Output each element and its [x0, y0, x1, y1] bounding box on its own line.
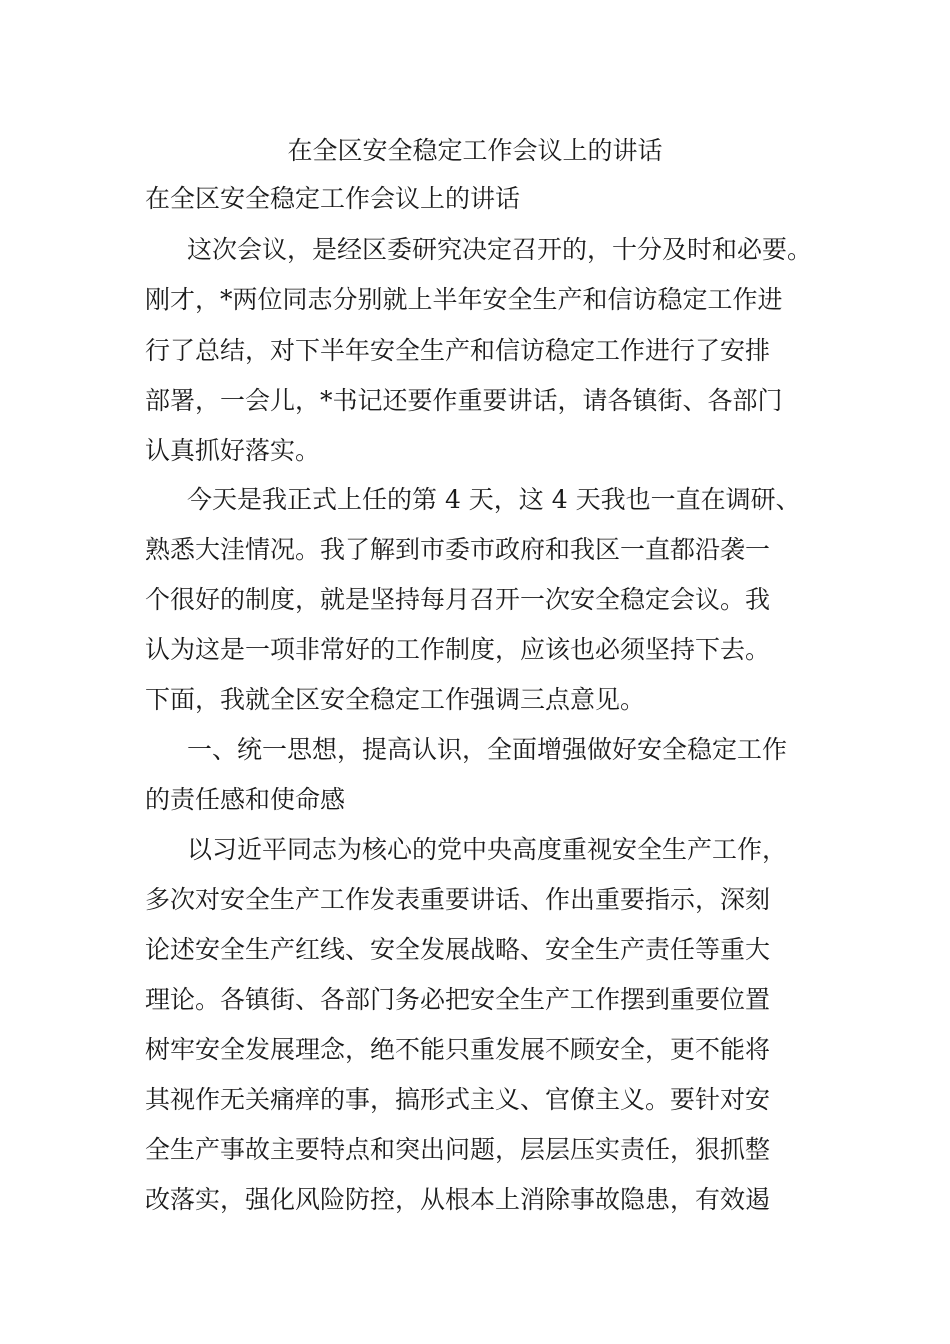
- section-heading: 一、统一思想，提高认识，全面增强做好安全稳定工作: [187, 735, 788, 764]
- text-line: 以习近平同志为核心的党中央高度重视安全生产工作，: [187, 835, 788, 864]
- text-line: 下面，我就全区安全稳定工作强调三点意见。: [145, 685, 646, 714]
- text-line: 树牢安全发展理念，绝不能只重发展不顾安全，更不能将: [145, 1035, 771, 1064]
- text-line: 改落实，强化风险防控，从根本上消除事故隐患，有效遏: [145, 1185, 771, 1214]
- text-line: 其视作无关痛痒的事，搞形式主义、官僚主义。要针对安: [145, 1085, 771, 1114]
- text-line: 论述安全生产红线、安全发展战略、安全生产责任等重大: [145, 935, 771, 964]
- document-subtitle: 在全区安全稳定工作会议上的讲话: [145, 184, 521, 213]
- text-line: 理论。各镇街、各部门务必把安全生产工作摆到重要位置: [145, 985, 771, 1014]
- text-line: 全生产事故主要特点和突出问题，层层压实责任，狠抓整: [145, 1135, 771, 1164]
- text-line: 认为这是一项非常好的工作制度，应该也必须坚持下去。: [145, 635, 771, 664]
- text-line: 认真抓好落实。: [145, 436, 321, 465]
- text-line: 行了总结，对下半年安全生产和信访稳定工作进行了安排: [145, 336, 771, 365]
- text-line: 多次对安全生产工作发表重要讲话、作出重要指示，深刻: [145, 885, 771, 914]
- text-line: 部署，一会儿，*书记还要作重要讲话，请各镇街、各部门: [145, 386, 783, 415]
- text-line: 这次会议，是经区委研究决定召开的，十分及时和必要。: [187, 235, 813, 264]
- section-heading: 的责任感和使命感: [145, 785, 346, 814]
- text-line: 刚才，*两位同志分别就上半年安全生产和信访稳定工作进: [145, 285, 783, 314]
- text-line: 今天是我正式上任的第 4 天，这 4 天我也一直在调研、: [187, 485, 801, 514]
- text-line: 个很好的制度，就是坚持每月召开一次安全稳定会议。我: [145, 585, 771, 614]
- text-line: 熟悉大洼情况。我了解到市委市政府和我区一直都沿袭一: [145, 535, 771, 564]
- document-title: 在全区安全稳定工作会议上的讲话: [287, 136, 663, 165]
